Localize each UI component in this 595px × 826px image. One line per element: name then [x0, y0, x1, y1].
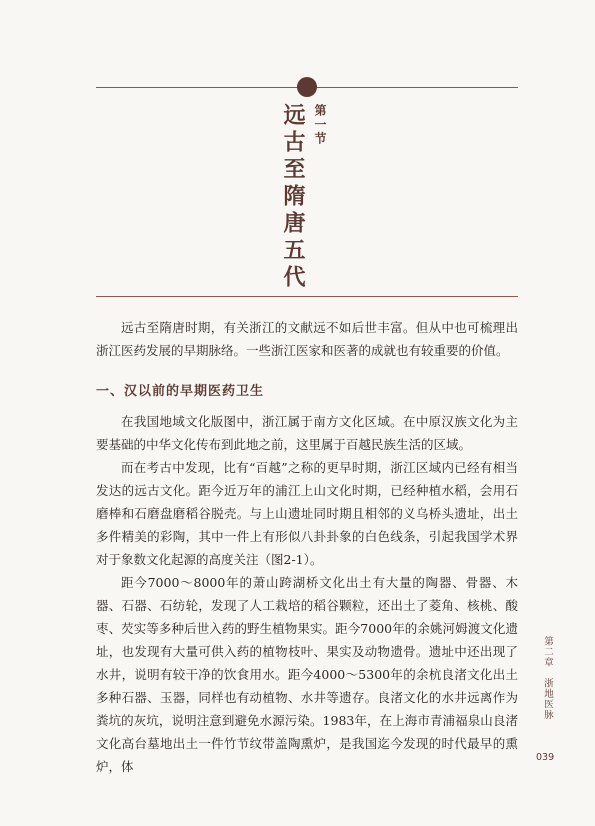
subsection-heading: 一、汉以前的早期医药卫生	[96, 384, 265, 399]
section-label: 第一节	[313, 104, 327, 146]
body-paragraph: 在我国地域文化版图中，浙江属于南方文化区域。在中原汉族文化为主要基础的中华文化传布到此地之前，这里属于百越民族生活的区域。	[96, 414, 518, 452]
body-text	[96, 410, 518, 778]
chapter-running-head: 第二章 浙地医脉	[542, 636, 553, 720]
intro-paragraph: 远古至隋唐时期，有关浙江的文献远不如后世丰富。但从中也可梳理出浙江医药发展的早期脉络。一些浙江医家和医著的成就也有较重要的价值。	[96, 320, 518, 358]
body-paragraph: 距今7000～8000年的萧山跨湖桥文化出土有大量的陶器、骨器、木器、石器、石纺轮，发现了人工栽培的稻谷颗粒，还出土了菱角、核桃、酸枣、芡实等多种后世入药的野生植物果实。距今7000年的余姚河姆渡文化遗址，也发现有大量可供入药的植物枝叶、果实及动物遗骨。遗址中还出现了水井，说明有较干净的饮食用水。距今4000～5300年的余杭良渚文化出土多种石器、玉器，同样也有动植物、水井等遗存。良渚文化的水井远离作为粪坑的灰坑，说明注意到避免水源污染。1983年，在上海市青浦福泉山良渚文化高台墓地出土一件竹节纹带盖陶熏炉，是我国迄今发现的时代最早的熏炉，体	[96, 575, 518, 774]
ornament-dot	[297, 77, 317, 97]
page-number: 039	[536, 752, 555, 763]
bottom-rule	[96, 296, 518, 297]
section-title: 远古至隋唐五代	[280, 103, 306, 292]
body-paragraph: 而在考古中发现，比有“百越”之称的更早时期，浙江区域内已经有相当发达的远古文化。距今近万年的浦江上山文化时期，已经种植水稻，会用石磨棒和石磨盘磨稻谷脱壳。与上山遗址同时期且相邻的义乌桥头遗址，出土多件精美的彩陶，其中一件上有形似八卦卦象的白色线条，引起我国学术界对于象数文化起源的高度关注（图2-1）。	[96, 460, 518, 567]
